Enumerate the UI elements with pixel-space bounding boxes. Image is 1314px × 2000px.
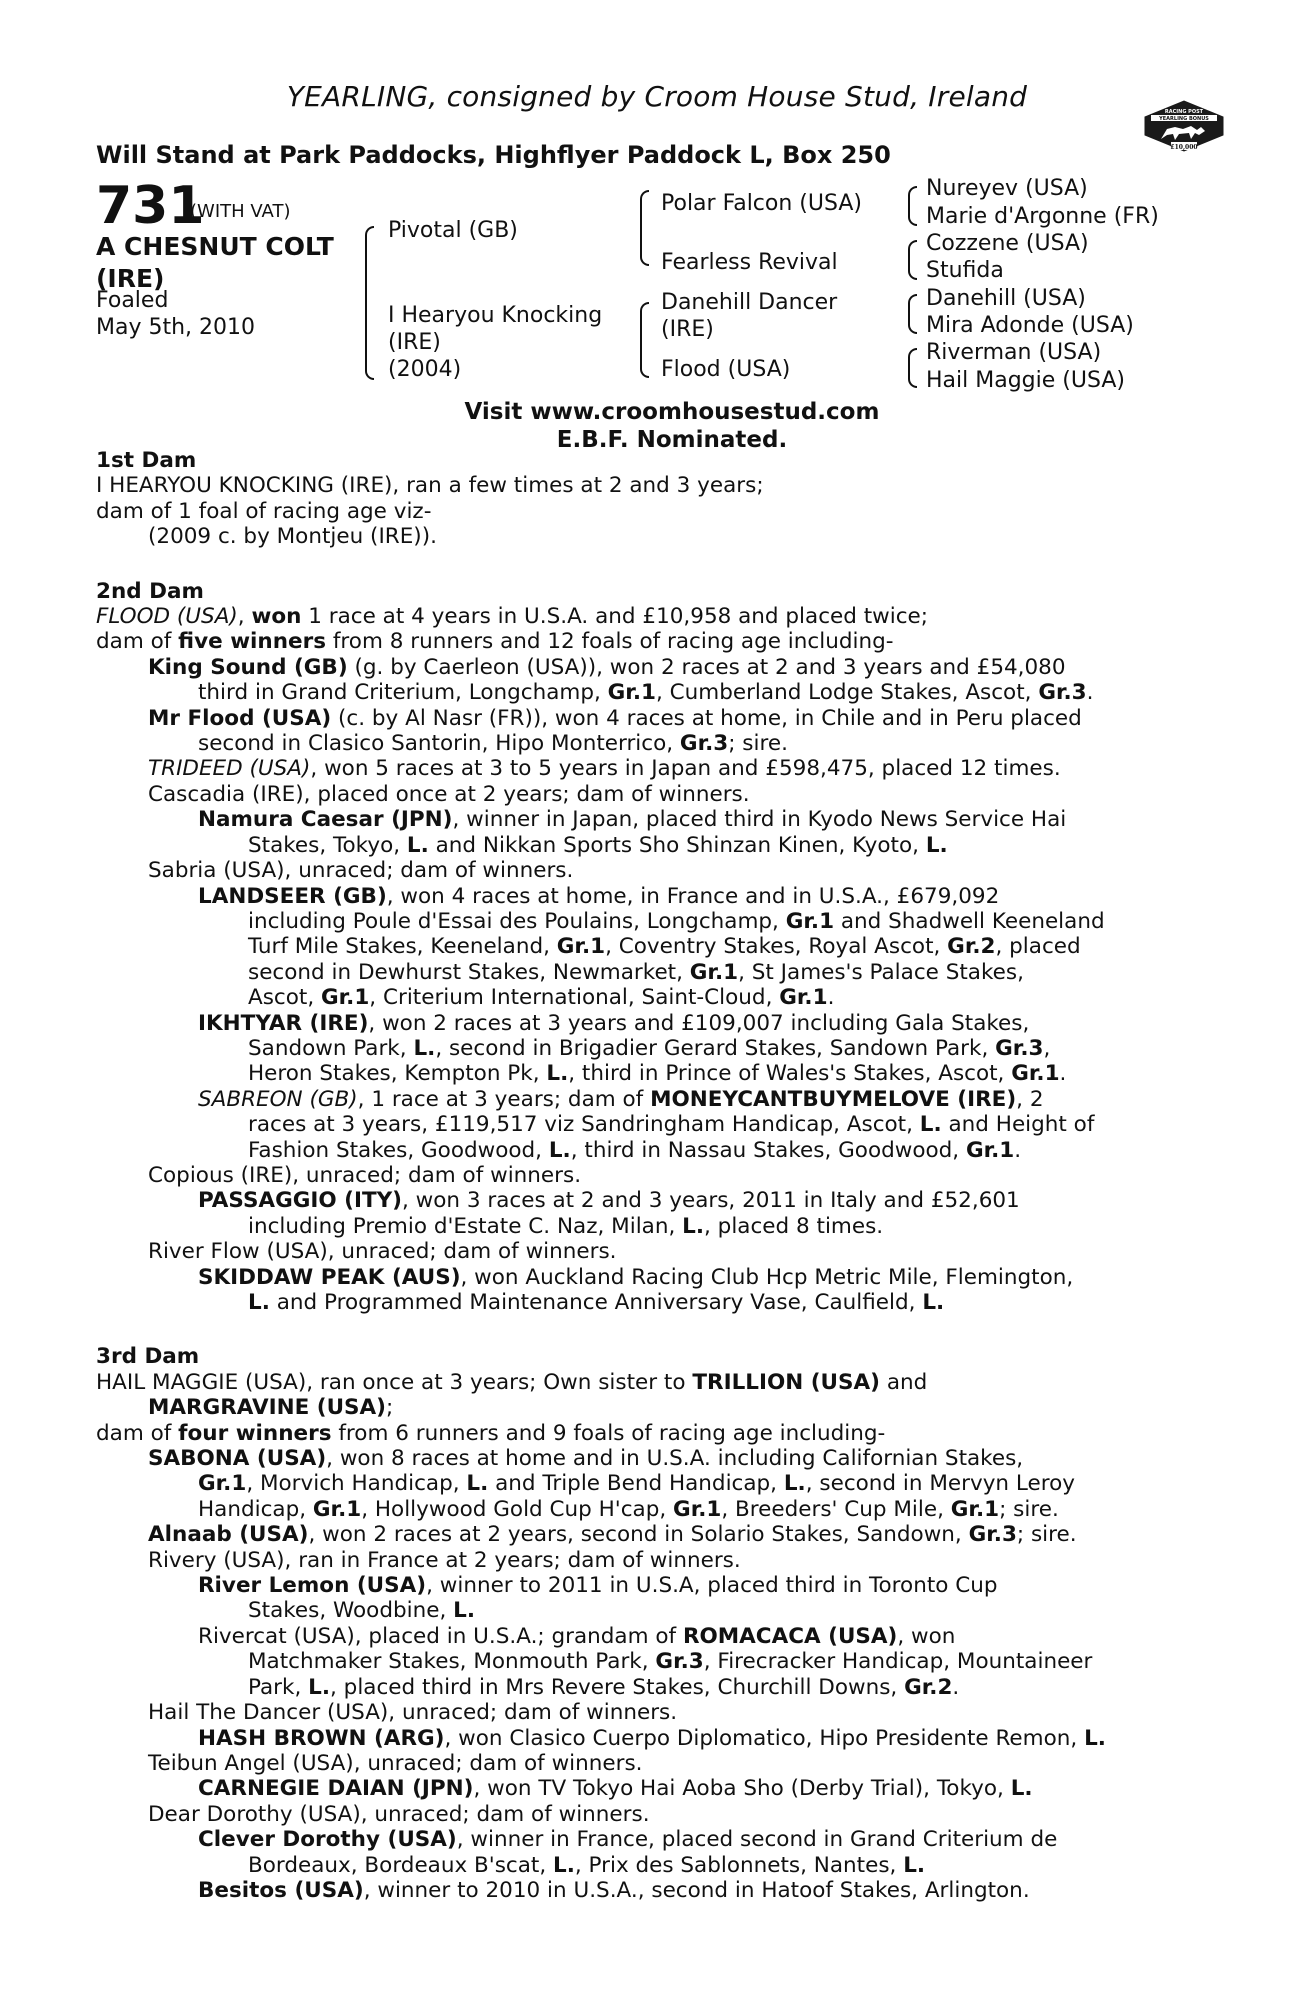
text-line: Mr Flood (USA) (c. by Al Nasr (FR)), won 4 races at home, in Chile and in Peru placed [148,705,1082,731]
badge-top-text: RACING POST [1164,109,1204,115]
text-line: SABONA (USA), won 8 races at home and in U.S.A. including Californian Stakes, [148,1446,1024,1472]
visit-website-link[interactable]: Visit www.croomhousestud.com [464,399,880,425]
text-line: Cascadia (IRE), placed once at 2 years; dam of winners. [148,781,750,807]
text-line: LANDSEER (GB), won 4 races at home, in France and in U.S.A., £679,092 [198,883,1000,909]
text-line: Park, L., placed third in Mrs Revere Stakes, Churchill Downs, Gr.2. [248,1674,960,1700]
text-line: Sabria (USA), unraced; dam of winners. [148,858,574,884]
catalogue-body [96,448,1204,1903]
pedigree-dam-dam: Flood (USA) [661,357,791,382]
text-line: Gr.1, Morvich Handicap, L. and Triple Bend Handicap, L., second in Mervyn Leroy [198,1471,1075,1497]
text-line: Stakes, Tokyo, L. and Nikkan Sports Sho Shinzan Kinen, Kyoto, L. [248,832,948,858]
text-line: (2009 c. by Montjeu (IRE)). [148,524,437,550]
pedigree-gen3-item: Marie d'Argonne (FR) [926,204,1159,229]
foaled-date: May 5th, 2010 [96,315,256,340]
text-line: third in Grand Criterium, Longchamp, Gr.1, Cumberland Lodge Stakes, Ascot, Gr.3. [198,680,1094,706]
horse-badge-icon [1141,99,1227,153]
text-line: dam of five winners from 8 runners and 12 foals of racing age including- [96,629,894,655]
lot-description-line2: (IRE) [96,264,165,293]
foaled-info [96,287,255,341]
text-line: IKHTYAR (IRE), won 2 races at 3 years and £109,007 including Gala Stakes, [198,1010,1030,1036]
text-line: Rivery (USA), ran in France at 2 years; dam of winners. [148,1547,741,1573]
text-line: I HEARYOU KNOCKING (IRE), ran a few times at 2 and 3 years; [96,473,764,499]
text-line: Stakes, Woodbine, L. [248,1598,476,1624]
badge-amount-text: £10,000 [1170,144,1198,151]
pedigree-gen3-item: Danehill (USA) [926,286,1086,311]
pedigree-gen3-item: Riverman (USA) [926,340,1102,365]
pedigree-sire: Pivotal (GB) [388,218,518,243]
badge-mid-text: YEARLING BONUS [1159,116,1209,122]
text-line: Handicap, Gr.1, Hollywood Gold Cup H'cap, Gr.1, Breeders' Cup Mile, Gr.1; sire. [198,1496,1059,1522]
pedigree-dam-line3: (2004) [388,357,462,382]
pedigree-brace [640,190,649,266]
pedigree-sire-dam: Fearless Revival [661,250,838,275]
lot-description [96,231,334,295]
text-line: SABREON (GB), 1 race at 3 years; dam of MONEYCANTBUYMELOVE (IRE), 2 [198,1086,1044,1112]
lot-number: 731 [96,176,205,236]
text-line: Fashion Stakes, Goodwood, L., third in Nassau Stakes, Goodwood, Gr.1. [248,1137,1022,1163]
page-title: YEARLING, consigned by Croom House Stud, Ireland [286,80,1028,113]
text-line: races at 3 years, £119,517 viz Sandringham Handicap, Ascot, L. and Height of [248,1112,1095,1138]
section-heading-third-dam: 3rd Dam [96,1344,200,1370]
pedigree-gen3-item: Hail Maggie (USA) [926,368,1125,393]
pedigree-brace [908,186,917,226]
text-line: Sandown Park, L., second in Brigadier Gerard Stakes, Sandown Park, Gr.3, [248,1035,1051,1061]
pedigree-brace [908,240,917,280]
section-heading-second-dam: 2nd Dam [96,578,204,604]
text-line: dam of 1 foal of racing age viz- [96,498,432,524]
text-line: Teibun Angel (USA), unraced; dam of winners. [148,1750,643,1776]
pedigree-dam-sire-line1: Danehill Dancer [661,290,838,315]
text-line: River Flow (USA), unraced; dam of winners. [148,1239,617,1265]
text-line: Copious (IRE), unraced; dam of winners. [148,1162,582,1188]
text-line: River Lemon (USA), winner to 2011 in U.S.A, placed third in Toronto Cup [198,1573,998,1599]
text-line: L. and Programmed Maintenance Anniversary Vase, Caulfield, L. [248,1290,945,1315]
pedigree-dam-line2: (IRE) [388,330,441,355]
lot-description-line1: A CHESNUT COLT [96,232,334,261]
text-line: FLOOD (USA), won 1 race at 4 years in U.S.A. and £10,958 and placed twice; [96,604,929,630]
text-line: second in Dewhurst Stakes, Newmarket, Gr.1, St James's Palace Stakes, [248,959,1024,985]
stud-link [0,398,1314,454]
stand-info: Will Stand at Park Paddocks, Highflyer Paddock L, Box 250 [96,141,891,169]
text-line: PASSAGGIO (ITY), won 3 races at 2 and 3 years, 2011 in Italy and £52,601 [198,1188,1020,1214]
pedigree-dam-line1: I Hearyou Knocking [388,303,603,328]
text-line: Ascot, Gr.1, Criterium International, Saint-Cloud, Gr.1. [248,985,835,1011]
text-line: HASH BROWN (ARG), won Clasico Cuerpo Diplomatico, Hipo Presidente Remon, L. [198,1725,1106,1751]
text-line: including Premio d'Estate C. Naz, Milan, L., placed 8 times. [248,1213,884,1239]
pedigree-gen3-item: Nureyev (USA) [926,176,1088,201]
text-line: including Poule d'Essai des Poulains, Longchamp, Gr.1 and Shadwell Keeneland [248,908,1105,934]
text-line: Hail The Dancer (USA), unraced; dam of winners. [148,1700,678,1726]
vat-label: (WITH VAT) [190,201,291,222]
pedigree-sire-sire: Polar Falcon (USA) [661,191,862,216]
text-line: Alnaab (USA), won 2 races at 2 years, second in Solario Stakes, Sandown, Gr.3; sire. [148,1522,1077,1548]
pedigree-gen3-item: Cozzene (USA) [926,231,1089,256]
text-line: dam of four winners from 6 runners and 9 foals of racing age including- [96,1420,886,1446]
text-line: Turf Mile Stakes, Keeneland, Gr.1, Coventry Stakes, Royal Ascot, Gr.2, placed [248,934,1081,960]
text-line: Namura Caesar (JPN), winner in Japan, placed third in Kyodo News Service Hai [198,807,1067,833]
pedigree-brace [908,294,917,334]
text-line: Rivercat (USA), placed in U.S.A.; grandam of ROMACACA (USA), won [198,1623,956,1649]
text-line: King Sound (GB) (g. by Caerleon (USA)), won 2 races at 2 and 3 years and £54,080 [148,654,1066,680]
ebf-nominated: E.B.F. Nominated. [556,427,788,453]
pedigree-gen3-item: Mira Adonde (USA) [926,313,1134,338]
pedigree-brace [640,302,649,378]
yearling-bonus-badge [1141,99,1227,157]
text-line: TRIDEED (USA), won 5 races at 3 to 5 years in Japan and £598,475, placed 12 times. [148,756,1061,782]
pedigree-gen3-item: Stufida [926,258,1004,283]
pedigree-dam-sire-line2: (IRE) [661,317,714,342]
text-line: Heron Stakes, Kempton Pk, L., third in Prince of Wales's Stakes, Ascot, Gr.1. [248,1061,1067,1087]
text-line: Bordeaux, Bordeaux B'scat, L., Prix des Sablonnets, Nantes, L. [248,1852,926,1878]
section-heading-first-dam: 1st Dam [96,448,197,473]
foaled-label: Foaled [96,288,169,313]
text-line: CARNEGIE DAIAN (JPN), won TV Tokyo Hai Aoba Sho (Derby Trial), Tokyo, L. [198,1776,1033,1802]
text-line: SKIDDAW PEAK (AUS), won Auckland Racing Club Hcp Metric Mile, Flemington, [198,1264,1074,1290]
text-line: HAIL MAGGIE (USA), ran once at 3 years; Own sister to TRILLION (USA) and [96,1369,928,1395]
text-line: MARGRAVINE (USA); [148,1395,394,1421]
text-line: Dear Dorothy (USA), unraced; dam of winners. [148,1801,650,1827]
text-line: Matchmaker Stakes, Monmouth Park, Gr.3, Firecracker Handicap, Mountaineer [248,1649,1093,1675]
pedigree-brace [908,348,917,388]
text-line: Besitos (USA), winner to 2010 in U.S.A., second in Hatoof Stakes, Arlington. [198,1877,1030,1903]
text-line: Clever Dorothy (USA), winner in France, placed second in Grand Criterium de [198,1827,1058,1853]
text-line: second in Clasico Santorin, Hipo Monterrico, Gr.3; sire. [198,731,788,757]
pedigree-brace [365,226,374,380]
